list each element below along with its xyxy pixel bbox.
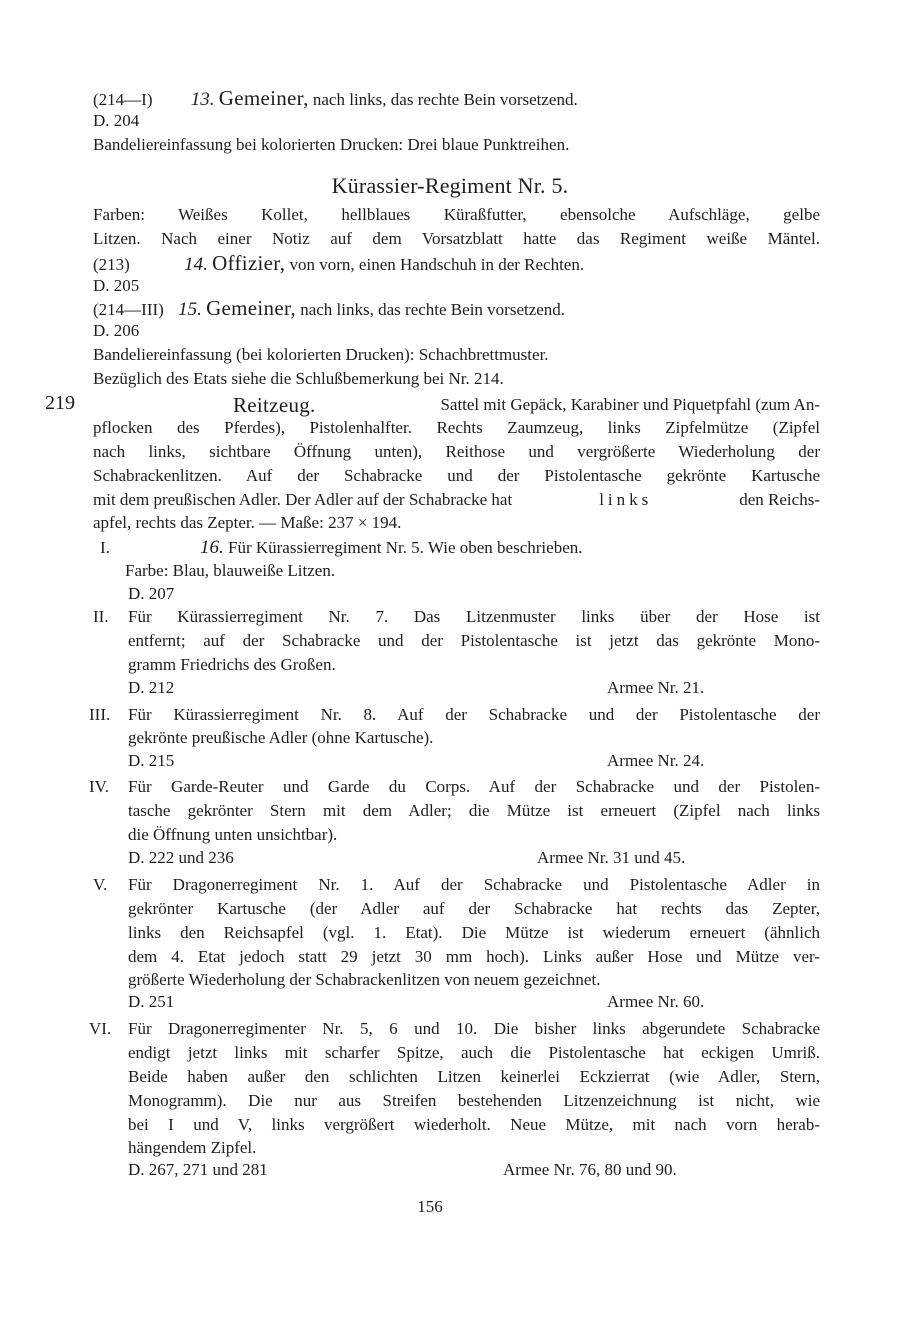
variant-6-line-5: bei I und V, links vergrößert wiederholt. Neue Mütze, mit nach vorn herab-: [128, 1115, 820, 1134]
variant-5-line-5: größerte Wiederholung der Schabrackenlitzen von neuem gezeichnet.: [128, 970, 601, 989]
entry-15-text: nach links, das rechte Bein vorsetzend.: [300, 300, 566, 319]
margin-number: 219: [45, 392, 75, 414]
section-bandulier-note: Bandeliereinfassung (bei kolorierten Drucken): Schachbrettmuster.: [93, 345, 549, 364]
entry-15-title: Gemeiner,: [206, 296, 296, 320]
variant-1-number: 16.: [200, 537, 224, 558]
entry-14-number: 14.: [184, 254, 208, 275]
entry-13-number: 13.: [190, 89, 215, 110]
variant-6-line-3: Beide haben außer den schlichten Litzen keinerlei Eckzierrat (wie Adler, Stern,: [128, 1067, 820, 1086]
variant-3-line-1: Für Kürassierregiment Nr. 8. Auf der Schabracke und der Pistolentasche der: [128, 705, 820, 724]
variant-1-text-1: Für Kürassierregiment Nr. 5. Wie oben beschrieben.: [228, 538, 583, 557]
variant-3-roman: III.: [89, 705, 111, 724]
reitzeug-text-5c: den Reichs-: [739, 490, 820, 509]
reitzeug-title: Reitzeug.: [233, 393, 316, 417]
variant-3-line-2: gekrönte preußische Adler (ohne Kartusche).: [128, 728, 434, 747]
entry-13-title: Gemeiner,: [218, 86, 309, 110]
variant-4-roman: IV.: [89, 777, 109, 796]
variant-3-armee: Armee Nr. 24.: [607, 751, 705, 770]
variant-4-armee: Armee Nr. 31 und 45.: [537, 848, 686, 867]
variant-6-armee: Armee Nr. 76, 80 und 90.: [503, 1160, 677, 1179]
farben-line-2: Litzen. Nach einer Notiz auf dem Vorsatzblatt hatte das Regiment weiße Mäntel.: [93, 229, 820, 248]
reitzeug-line-6: apfel, rechts das Zepter. — Maße: 237 × 194.: [93, 513, 402, 532]
reitzeug-line-5: [93, 488, 820, 512]
variant-5-roman: V.: [93, 875, 108, 894]
entry-13-d-number: D. 204: [93, 111, 140, 130]
variant-5-line-1: Für Dragonerregiment Nr. 1. Auf der Schabracke und Pistolentasche Adler in: [128, 875, 820, 894]
variant-2-armee: Armee Nr. 21.: [607, 678, 705, 697]
variant-6-roman: VI.: [89, 1019, 112, 1038]
entry-15-ref: (214—III): [93, 300, 164, 319]
variant-5-armee: Armee Nr. 60.: [607, 992, 705, 1011]
variant-2-roman: II.: [93, 607, 109, 626]
entry-15-d-number: D. 206: [93, 321, 140, 340]
variant-2-d-number: D. 212: [128, 678, 175, 697]
variant-3-d-number: D. 215: [128, 751, 175, 770]
entry-14-title: Offizier,: [212, 251, 286, 275]
variant-2-line-1: Für Kürassierregiment Nr. 7. Das Litzenmuster links über der Hose ist: [128, 607, 820, 626]
reitzeug-line-2: pflocken des Pferdes), Pistolenhalfter. Rechts Zaumzeug, links Zipfelmütze (Zipfel: [93, 418, 820, 437]
variant-1-roman: I.: [100, 538, 110, 557]
variant-5-line-3: links den Reichsapfel (vgl. 1. Etat). Die Mütze ist wiederum erneuert (ähnlich: [128, 923, 820, 942]
reitzeug-line-4: Schabrackenlitzen. Auf der Schabracke und der Pistolentasche gekrönte Kartusche: [93, 466, 820, 485]
entry-15-line: [93, 296, 565, 322]
section-heading: Kürassier-Regiment Nr. 5.: [331, 173, 569, 198]
variant-6-d-number: D. 267, 271 und 281: [128, 1160, 268, 1179]
variant-2-line-2: entfernt; auf der Schabracke und der Pistolentasche ist jetzt das gekrönte Mono-: [128, 631, 820, 650]
etats-note: Bezüglich des Etats siehe die Schlußbemerkung bei Nr. 214.: [93, 369, 504, 388]
reitzeug-line-1: [233, 393, 820, 417]
variant-1-d-number: D. 207: [128, 584, 175, 603]
page-number: 156: [417, 1197, 443, 1216]
entry-14-text: von vorn, einen Handschuh in der Rechten.: [289, 255, 585, 274]
entry-14-line: [93, 251, 584, 277]
farben-line-1: Farben: Weißes Kollet, hellblaues Küraßfutter, ebensolche Aufschläge, gelbe: [93, 205, 820, 224]
variant-6-line-1: Für Dragonerregimenter Nr. 5, 6 und 10. Die bisher links abgerundete Schabracke: [128, 1019, 820, 1038]
variant-4-d-number: D. 222 und 236: [128, 848, 234, 867]
variant-4-line-2: tasche gekrönter Stern mit dem Adler; die Mütze ist erneuert (Zipfel nach links: [128, 801, 820, 820]
entry-13-line: [93, 86, 578, 112]
reitzeug-line-3: nach links, sichtbare Öffnung unten), Reithose und vergrößerte Wiederholung der: [93, 442, 820, 461]
reitzeug-emphasis-links: links: [599, 490, 653, 509]
variant-5-d-number: D. 251: [128, 992, 175, 1011]
reitzeug-text-1: Sattel mit Gepäck, Karabiner und Piquetpfahl (zum An-: [440, 395, 820, 414]
entry-13-bandulier-note: Bandeliereinfassung bei kolorierten Drucken: Drei blaue Punktreihen.: [93, 135, 570, 154]
variant-5-line-4: dem 4. Etat jedoch statt 29 jetzt 30 mm hoch). Links außer Hose und Mütze ver-: [128, 947, 820, 966]
variant-6-line-4: Monogramm). Die nur aus Streifen bestehenden Litzenzeichnung ist nicht, wie: [128, 1091, 820, 1110]
variant-1-line-1: [200, 536, 583, 560]
entry-13-ref: (214—I): [93, 90, 153, 109]
entry-14-ref: (213): [93, 255, 130, 274]
variant-6-line-6: hängendem Zipfel.: [128, 1138, 257, 1157]
variant-4-line-3: die Öffnung unten unsichtbar).: [128, 825, 338, 844]
variant-6-line-2: endigt jetzt links mit scharfer Spitze, auch die Pistolentasche hat eckigen Umriß.: [128, 1043, 820, 1062]
variant-4-line-1: Für Garde-Reuter und Garde du Corps. Auf der Schabracke und der Pistolen-: [128, 777, 820, 796]
entry-13-text: nach links, das rechte Bein vorsetzend.: [312, 90, 578, 109]
variant-2-line-3: gramm Friedrichs des Großen.: [128, 655, 336, 674]
variant-1-line-2: Farbe: Blau, blauweiße Litzen.: [125, 561, 336, 580]
reitzeug-text-5a: mit dem preußischen Adler. Der Adler auf der Schabracke hat: [93, 490, 513, 509]
variant-5-line-2: gekrönter Kartusche (der Adler auf der Schabracke hat rechts das Zepter,: [128, 899, 820, 918]
entry-15-number: 15.: [178, 299, 202, 320]
entry-14-d-number: D. 205: [93, 276, 140, 295]
